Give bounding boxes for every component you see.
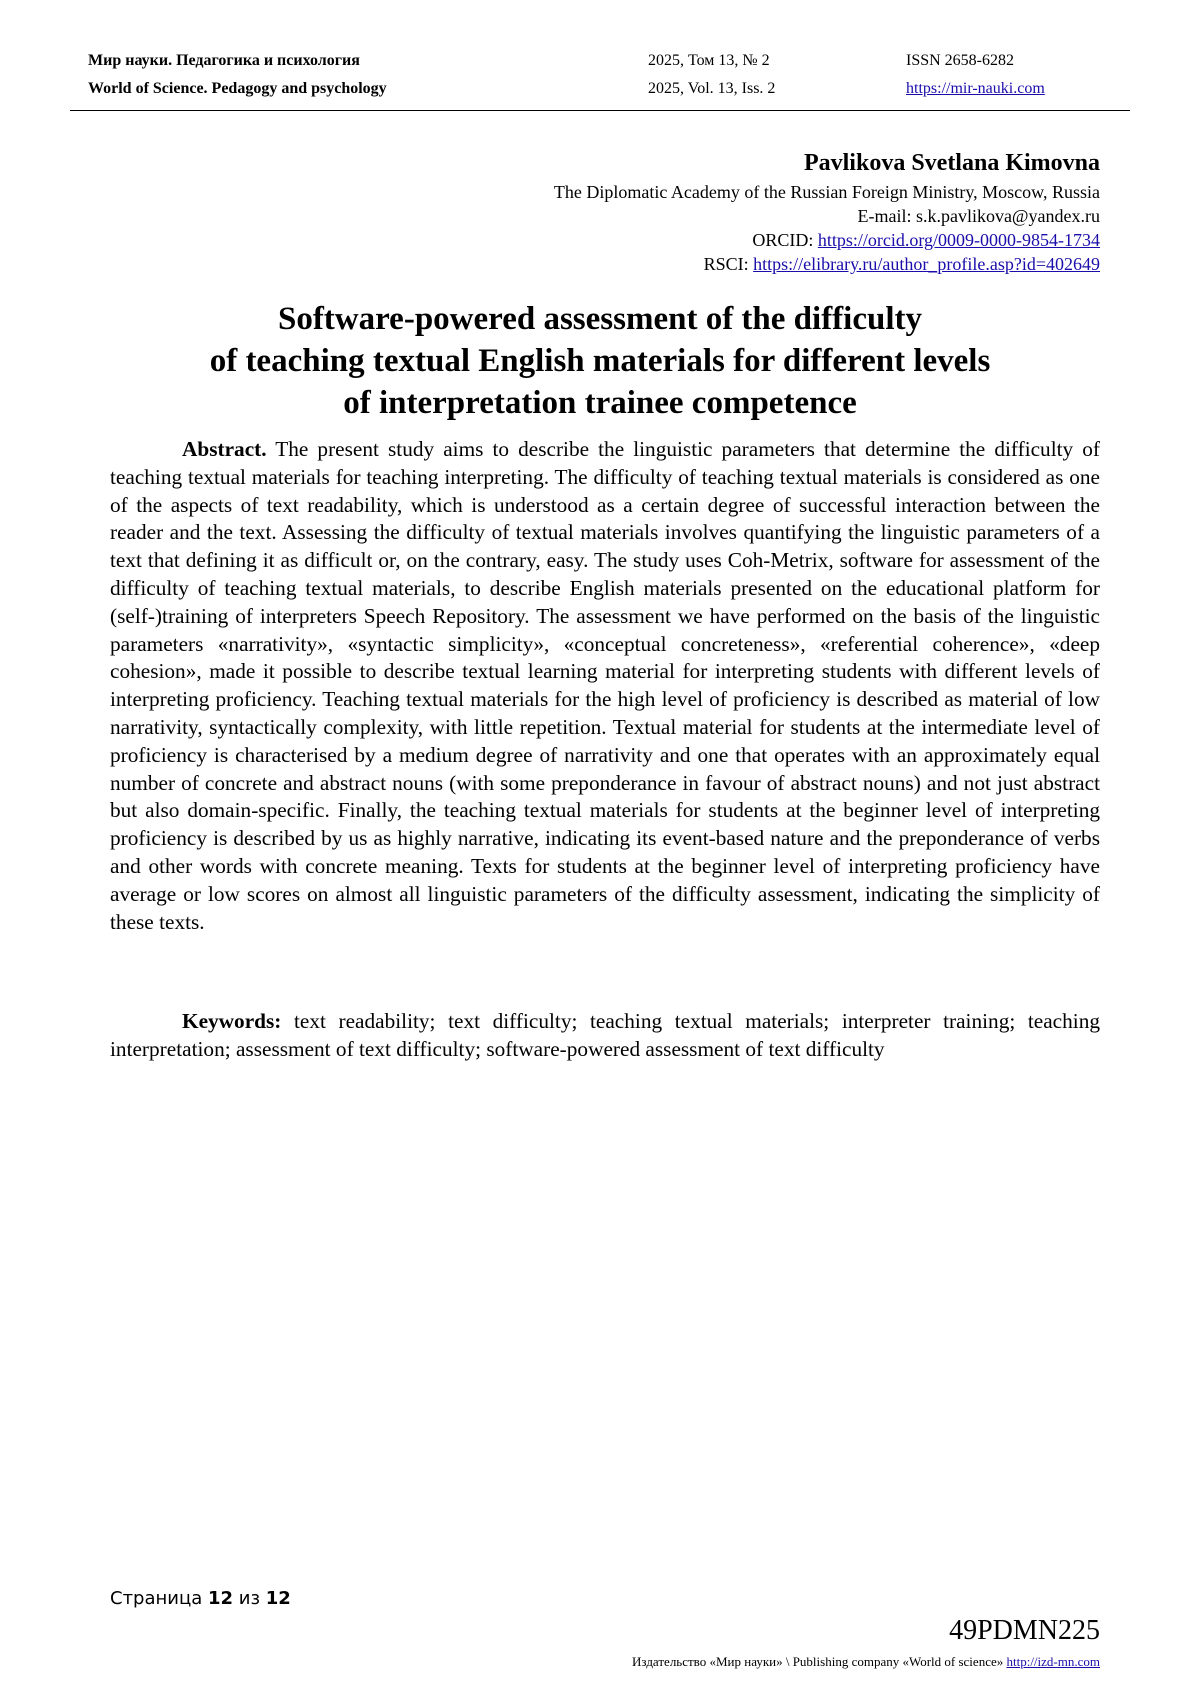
title-line-2: of teaching textual English materials for different levels [209, 343, 991, 379]
abstract [110, 436, 1100, 936]
abstract-text: The present study aims to describe the linguistic parameters that determine the difficulty of teaching textual materials for teaching interpreting. The difficulty of teaching textual materials is considered as one of the aspects of text readability, which is understood as a certain degree of successful interaction between the reader and the text. Assessing the difficulty of textual materials involves quantifying the linguistic parameters of a text that defining it as difficult or, on the contrary, easy. The study uses Coh-Metrix, software for assessment of the difficulty of teaching textual materials, to describe English materials presented on the educational platform for (self-)training of interpreters Speech Repository. The assessment we have performed on the basis of the linguistic parameters «narrativity», «syntactic simplicity», «conceptual concreteness», «referential coherence», «deep cohesion», made it possible to describe textual learning material for interpreting students with different levels of interpreting proficiency. Teaching textual materials for the high level of proficiency is described as material of low narrativity, syntactically complexity, with little repetition. Textual material for students at the intermediate level of proficiency is characterised by a medium degree of narrativity and one that operates with an approximately equal number of concrete and abstract nouns (with some preponderance in favour of abstract nouns) and not just abstract but also domain-specific. Finally, the teaching textual materials for students at the beginner level of interpreting proficiency is described by us as highly narrative, indicating its event-based nature and the preponderance of verbs and other words with concrete meaning. Texts for students at the beginner level of interpreting proficiency have average or low scores on almost all linguistic parameters of the difficulty assessment, indicating the simplicity of these texts. [110, 437, 1100, 934]
issue-info-ru: 2025, Том 13, № 2 [648, 52, 770, 69]
journal-title-ru: Мир науки. Педагогика и психология [88, 52, 360, 69]
publisher-text: Издательство «Мир науки» \ Publishing company «World of science» [632, 1654, 1007, 1669]
page-prefix: Страница [110, 1588, 208, 1609]
issn: ISSN 2658-6282 [906, 52, 1015, 69]
rsci-label: RSCI: [703, 254, 754, 274]
orcid-label: ORCID: [752, 230, 818, 250]
page-header [70, 52, 1130, 111]
title-line-3: of interpretation trainee competence [343, 385, 857, 421]
keywords-text: text readability; text difficulty; teaching textual materials; interpreter training; teaching interpretation; assessment of text difficulty; software-powered assessment of text difficulty [110, 1009, 1100, 1061]
keywords [110, 1008, 1100, 1064]
author-rsci [554, 252, 1100, 276]
journal-title-en: World of Science. Pedagogy and psychology [88, 80, 387, 97]
keywords-label: Keywords: [182, 1009, 282, 1033]
issue-info-en: 2025, Vol. 13, Iss. 2 [648, 80, 776, 97]
article-title [100, 298, 1100, 424]
page-current: 12 [207, 1588, 234, 1609]
page-number [110, 1588, 291, 1609]
orcid-link[interactable]: https://orcid.org/0009-0000-9854-1734 [817, 230, 1100, 250]
document-code: 49PDMN225 [949, 1615, 1100, 1646]
page-sep: из [233, 1588, 266, 1609]
title-line-1: Software-powered assessment of the difficulty [277, 301, 923, 337]
abstract-label: Abstract. [182, 437, 267, 461]
page-total: 12 [265, 1588, 291, 1609]
author-name: Pavlikova Svetlana Kimovna [803, 150, 1100, 176]
publisher-link[interactable]: http://izd-mn.com [1006, 1654, 1100, 1669]
author-email: E-mail: s.k.pavlikova@yandex.ru [857, 206, 1100, 226]
journal-site-link[interactable]: https://mir-nauki.com [906, 80, 1045, 97]
rsci-link[interactable]: https://elibrary.ru/author_profile.asp?id=402649 [753, 254, 1100, 274]
author-affiliation: The Diplomatic Academy of the Russian Foreign Ministry, Moscow, Russia [553, 182, 1100, 202]
author-orcid [554, 228, 1100, 252]
publisher-line [632, 1654, 1100, 1670]
author-block [554, 148, 1100, 276]
